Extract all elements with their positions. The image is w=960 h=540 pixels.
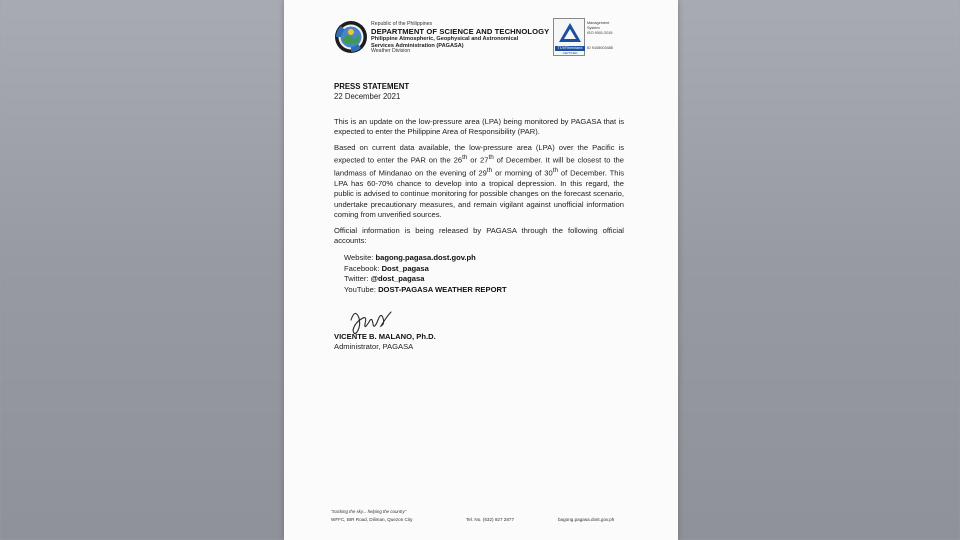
agency-name-line1: Philippine Atmospheric, Geophysical and Astronomical bbox=[371, 36, 519, 43]
tuv-sublabel: CERTIFIED bbox=[562, 51, 578, 55]
account-facebook bbox=[344, 264, 507, 275]
statement-title: PRESS STATEMENT bbox=[334, 82, 410, 91]
account-label: YouTube: bbox=[344, 284, 379, 294]
footer-tagline: "tracking the sky... helping the country" bbox=[331, 509, 407, 514]
iso-certification-badge bbox=[553, 18, 625, 56]
account-value: Dost_pagasa bbox=[381, 263, 429, 273]
account-value: bagong.pagasa.dost.gov.ph bbox=[375, 253, 476, 262]
press-statement-page bbox=[284, 0, 678, 540]
account-label: Website: bbox=[344, 253, 376, 262]
cert-number: ID 9105003485 bbox=[587, 46, 613, 51]
p2-text-b: or 27 bbox=[467, 155, 489, 165]
tuv-triangle-icon bbox=[555, 20, 585, 46]
account-value: @dost_pagasa bbox=[370, 274, 425, 283]
tuv-label: TÜVRheinland bbox=[555, 46, 585, 51]
agency-name-line2: Services Administration (PAGASA) bbox=[371, 42, 464, 49]
republic-line: Republic of the Philippines bbox=[371, 21, 433, 27]
account-label: Twitter: bbox=[344, 274, 371, 283]
background-left bbox=[0, 0, 284, 540]
footer-address: WFFC, BIR Road, Diliman, Quezon City bbox=[331, 517, 413, 522]
p2-sup-2: th bbox=[488, 154, 494, 162]
letterhead bbox=[371, 22, 571, 55]
footer-telephone: Tel. No. (632) 927 2877 bbox=[466, 517, 515, 522]
account-website bbox=[344, 253, 507, 264]
account-twitter bbox=[344, 274, 507, 285]
background-right bbox=[678, 0, 960, 540]
account-value: DOST-PAGASA WEATHER REPORT bbox=[378, 284, 507, 294]
pagasa-seal-icon bbox=[334, 20, 368, 54]
p2-sup-3: th bbox=[486, 167, 493, 175]
footer-website: bagong.pagasa.dost.gov.ph bbox=[558, 517, 615, 522]
division-name: Weather Division bbox=[371, 47, 411, 54]
p2-text-d: or morning of 30 bbox=[492, 168, 553, 178]
certification-info bbox=[587, 21, 625, 52]
signatory-title: Administrator, PAGASA bbox=[334, 342, 414, 351]
department-name: DEPARTMENT OF SCIENCE AND TECHNOLOGY bbox=[371, 26, 550, 36]
tuv-certification-mark bbox=[553, 18, 585, 56]
p2-sup-4: th bbox=[552, 167, 559, 175]
p2-sup-1: th bbox=[462, 154, 468, 162]
p2-text-e: of December. This LPA has 60-70% chance to develop into a tropical depression. In this regard, the public is advised to continue monitoring for possible changes on the forecast scenario, undertake precautionary measures, and remain vigilant against unofficial information coming from unverified sources. bbox=[334, 168, 624, 219]
paragraph-intro: This is an update on the low-pressure area (LPA) being monitored by PAGASA that is expected to enter the Philippine Area of Responsibility (PAR). bbox=[334, 117, 624, 137]
paragraph-forecast bbox=[334, 143, 624, 220]
statement-date: 22 December 2021 bbox=[334, 92, 401, 101]
cert-line-2: System bbox=[587, 26, 600, 31]
p2-text-a: Based on current data available, the low-pressure area (LPA) over the Pacific is expected to enter the PAR on the 26 bbox=[334, 143, 624, 165]
p2-text-c: of December. It will be closest to the landmass of Mindanao on the evening of 29 bbox=[334, 155, 624, 178]
signatory-name: VICENTE B. MALANO, Ph.D. bbox=[334, 332, 436, 341]
official-accounts-list bbox=[344, 253, 507, 295]
account-youtube bbox=[344, 285, 507, 296]
cert-line-3: ISO 9001:2015 bbox=[587, 31, 613, 36]
account-label: Facebook: bbox=[344, 263, 382, 273]
paragraph-official-accounts: Official information is being released by PAGASA through the following official accounts: bbox=[334, 226, 624, 246]
cert-line-1: Management bbox=[587, 21, 610, 25]
